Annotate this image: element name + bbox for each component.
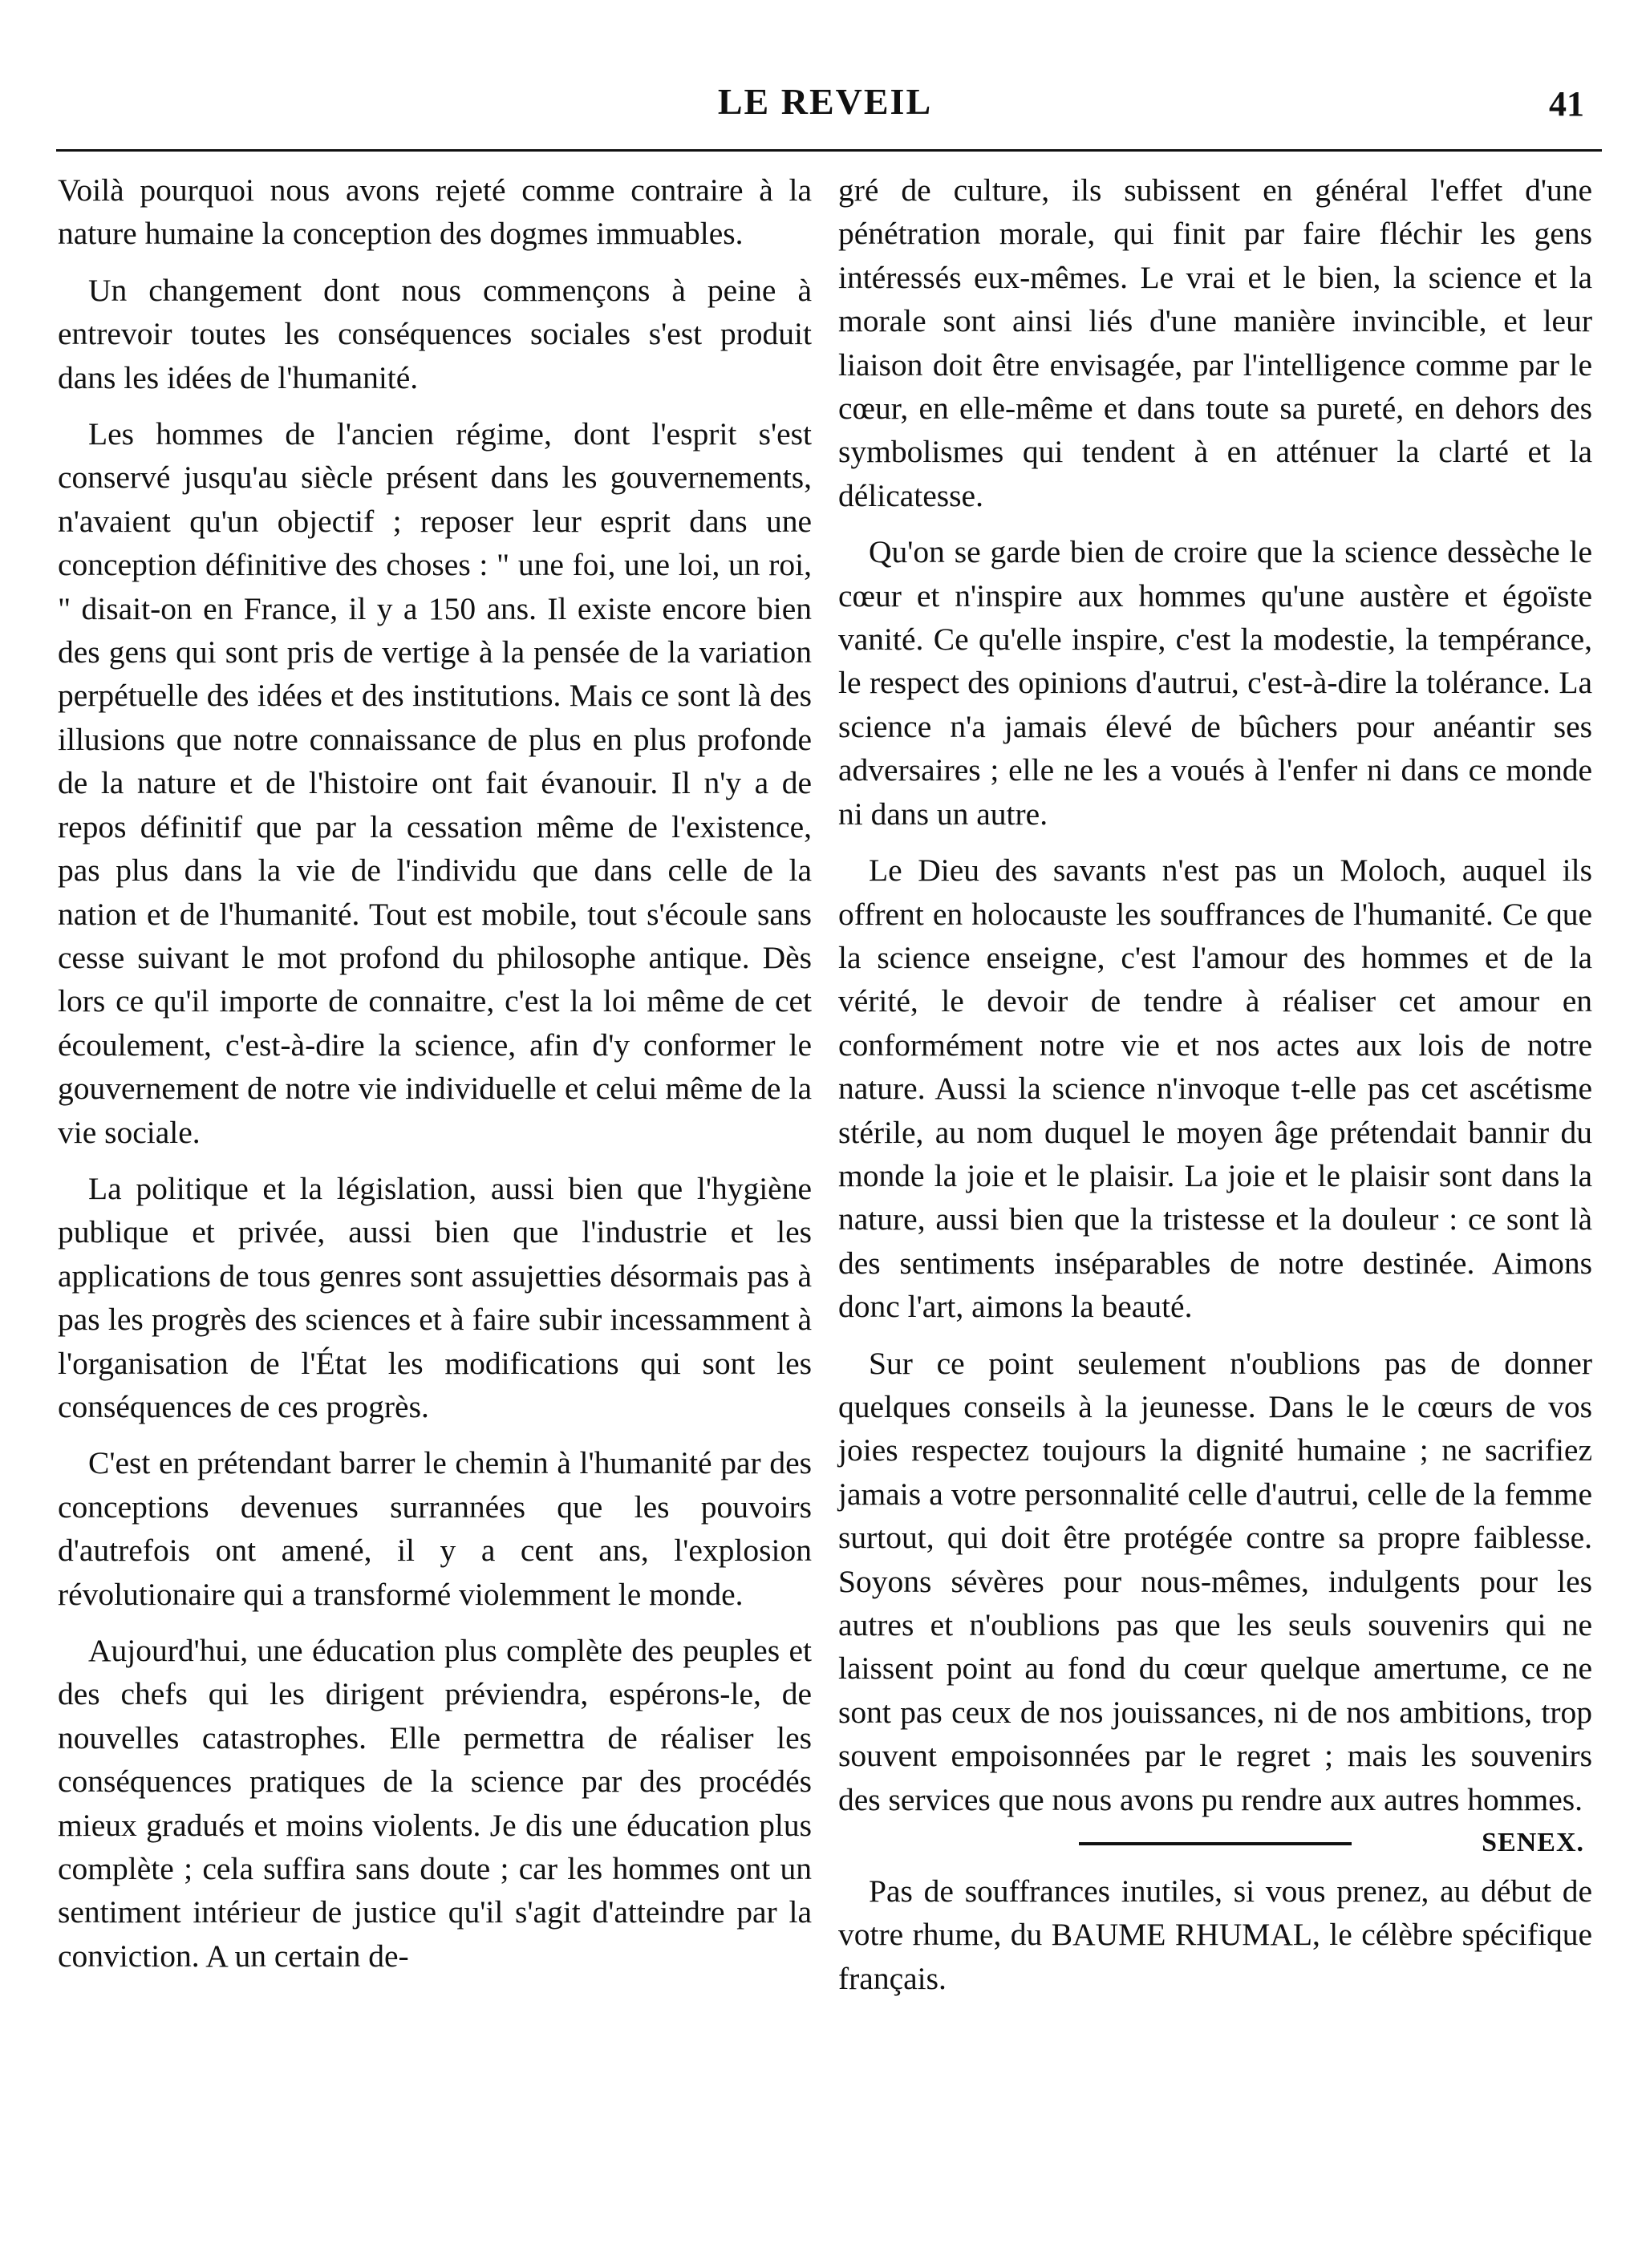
paragraph: Le Dieu des savants n'est pas un Moloch, auquel ils offrent en holocauste les souffrances de l'humanité. Ce que la science enseigne, c'est l'amour des hommes et de la vérité, le devoir de tendre à réaliser cet amour en conformément notre vie et nos actes aux lois de notre nature. Aussi la science n'invoque t-elle pas cet ascétisme stérile, au nom duquel le moyen âge prétendait bannir du monde la joie et le plaisir. La joie et le plaisir sont dans la nature, aussi bien que la tristesse et la douleur : ce sont là des sentiments inséparables de notre destinée. Aimons donc l'art, aimons la beauté. [838,853,1592,1325]
author-signature: SENEX. [1482,1828,1584,1858]
paragraph-text: Sur ce point seulement n'oublions pas de donner quelques conseils à la jeunesse. Dans le le cœurs de vos joies respectez toujours la dignité humaine ; ne sacrifiez jamais a votre personnalité celle d'autrui, celle de la femme surtout, qui doit être protégée contre sa propre faiblesse. Soyons sévères pour nous-mêmes, indulgents pour les autres et n'oublions pas que les seuls souvenirs qui ne laissent point au fond du cœur quelque amertume, ce ne sont pas ceux de nos jouissances, ni de nos ambitions, trop souvent empoisonnées par le regret ; mais les souvenirs des services que nous avons pu rendre aux autres hommes. [838,1345,1592,1817]
paragraph: Aujourd'hui, une éducation plus complète des peuples et des chefs qui les dirigent préviendra, espérons-le, de nouvelles catastrophes. Elle permettra de réaliser les conséquences pratiques de la science par des procédés mieux gradués et moins violents. Je dis une éducation plus complète ; cela suffira sans doute ; car les hommes ont un sentiment intérieur de justice qu'il s'agit d'atteindre par la conviction. A un certain de- [58,1633,812,1974]
page-number: 41 [1549,84,1584,124]
paragraph: Les hommes de l'ancien régime, dont l'esprit s'est conservé jusqu'au siècle présent dans les gouvernements, n'avaient qu'un objectif ; reposer leur esprit dans une conception définitive des choses : " une foi, une loi, un roi, " disait-on en France, il y a 150 ans. Il existe encore bien des gens qui sont pris de vertige à la pensée de la variation perpétuelle des idées et des institutions. Mais ce sont là des illusions que notre connaissance de plus en plus profonde de la nature et de l'histoire ont fait évanouir. Il n'y a de repos définitif que par la cessation même de l'existence, pas plus dans la vie de l'individu que dans celle de la nation et de l'humanité. Tout est mobile, tout s'écoule sans cesse suivant le mot profond du philosophe antique. Dès lors ce qu'il importe de connaitre, c'est la loi même de cet écoulement, c'est-à-dire la science, afin d'y conformer le gouvernement de notre vie individuelle et celui même de la vie sociale. [58,416,812,1150]
right-column [838,168,1592,2013]
left-column [58,168,812,1991]
paragraph: Qu'on se garde bien de croire que la science dessèche le cœur et n'inspire aux hommes qu'une austère et égoïste vanité. Ce qu'elle inspire, c'est la modestie, la tempérance, le respect des opinions d'autrui, c'est-à-dire la tolérance. La science n'a jamais élevé de bûchers pour anéantir ses adversaires ; elle ne les a voués à l'enfer ni dans ce monde ni dans un autre. [838,534,1592,832]
paragraph: C'est en prétendant barrer le chemin à l'humanité par des conceptions devenues surrannées que les pouvoirs d'autrefois ont amené, il y a cent ans, l'explosion révolutionaire qui a transformé violemment le monde. [58,1445,812,1612]
paragraph: La politique et la législation, aussi bien que l'hygiène publique et privée, aussi bien que l'industrie et les applications de tous genres sont assujetties désormais pas à pas les progrès des sciences et à faire subir incessamment à l'organisation de l'État les modifications qui sont les conséquences de ces progrès. [58,1170,812,1424]
header-rule [56,149,1602,152]
separator-rule [1079,1842,1352,1845]
paragraph-with-signature [838,1342,1592,1858]
paragraph: gré de culture, ils subissent en général l'effet d'une pénétration morale, qui finit par faire fléchir les gens intéressés eux-mêmes. Le vrai et le bien, la science et la morale sont ainsi liés d'une manière invincible, et leur liaison doit être envisagée, par l'intelligence comme par le cœur, en elle-même et dans toute sa pureté, en dehors des symbolismes qui tendent à en atténuer la clarté et la délicatesse. [838,172,1592,513]
paragraph: Voilà pourquoi nous avons rejeté comme contraire à la nature humaine la conception des dogmes immuables. [58,172,812,252]
paragraph: Un changement dont nous commençons à peine à entrevoir toutes les conséquences sociales s'est produit dans les idées de l'humanité. [58,272,812,395]
running-title: LE REVEIL [717,81,933,122]
advertisement: Pas de souffrances inutiles, si vous prenez, au début de votre rhume, du BAUME RHUMAL, le célèbre spécifique français. [838,1873,1592,1996]
